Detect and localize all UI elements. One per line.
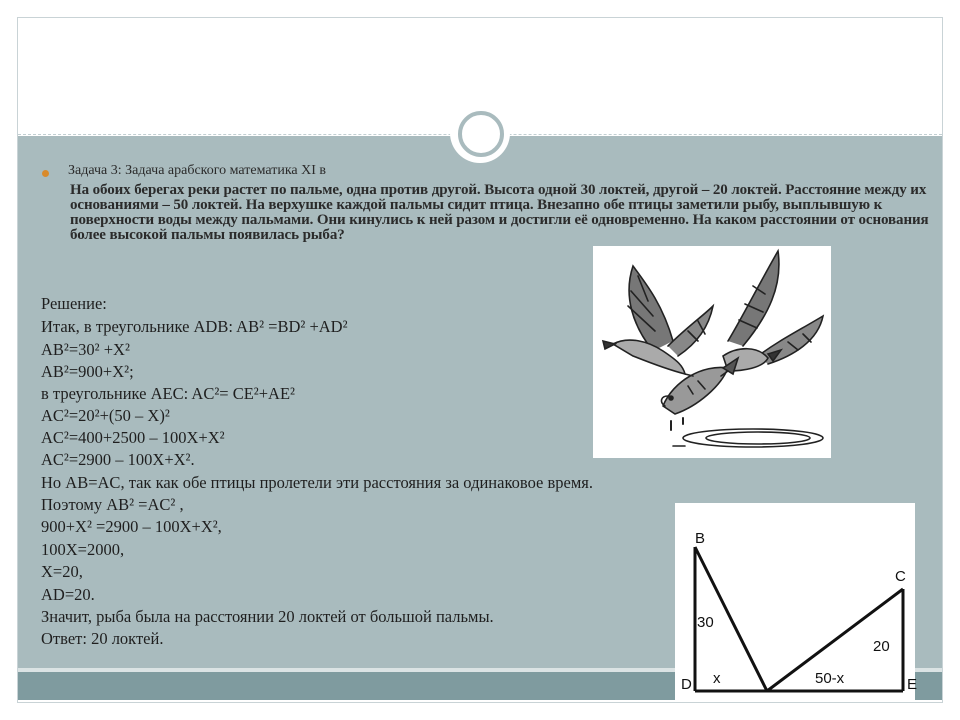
point-c-label: C [895, 568, 906, 585]
solution-line: Значит, рыба была на расстоянии 20 локтей от большой пальмы. [41, 607, 494, 626]
bullet-icon [42, 170, 49, 177]
triangle-drawing [675, 503, 918, 700]
solution-line: AC²=400+2500 – 100X+X² [41, 428, 225, 447]
solution-line: в треугольнике AEC: AC²= CE²+AE² [41, 384, 295, 403]
triangle-diagram [675, 503, 918, 700]
rest-label: 50-x [815, 670, 845, 687]
solution-line: Решение: [41, 294, 107, 313]
solution-line: AD=20. [41, 585, 95, 604]
solution-line: 900+X² =2900 – 100X+X², [41, 517, 222, 536]
solution-line: AC²=20²+(50 – X)² [41, 406, 170, 425]
solution-line: AC²=2900 – 100X+X². [41, 450, 195, 469]
solution-line: AB²=900+X²; [41, 362, 134, 381]
height-right-label: 20 [873, 638, 890, 655]
solution-line: 100X=2000, [41, 540, 125, 559]
solution-line: X=20, [41, 562, 83, 581]
task-title: Задача 3: Задача арабского математика XI в [68, 163, 327, 178]
solution-line: Но AB=AC, так как обе птицы пролетели эти расстояния за одинаковое время. [41, 473, 593, 492]
birds-fish-drawing [593, 246, 831, 458]
height-left-label: 30 [697, 614, 714, 631]
x-label: x [713, 670, 721, 687]
solution-line: Итак, в треугольнике ADB: AB² =BD² +AD² [41, 317, 348, 336]
solution-line: Поэтому AB² =AC² , [41, 495, 184, 514]
solution-line: Ответ: 20 локтей. [41, 629, 164, 648]
point-d-label: D [681, 676, 692, 693]
point-e-label: E [907, 676, 918, 693]
solution-line: AB²=30² +X² [41, 340, 130, 359]
point-b-label: B [695, 530, 706, 547]
ring-icon [458, 111, 504, 157]
task-text: На обоих берегах реки растет по пальме, одна против другой. Высота одной 30 локтей, другой – 20 локтей. Расстояние между их основаниями – 50 локтей. На верхушке каждой пальмы сидит птица. Внезапно обе птицы заметили рыбу, выплывшую к поверхности воды между пальмами. Они кинулись к ней разом и достигли её одновременно. На каком расстоянии от основания более высокой пальмы появилась рыба? [70, 182, 929, 243]
birds-fish-illustration [593, 246, 831, 458]
